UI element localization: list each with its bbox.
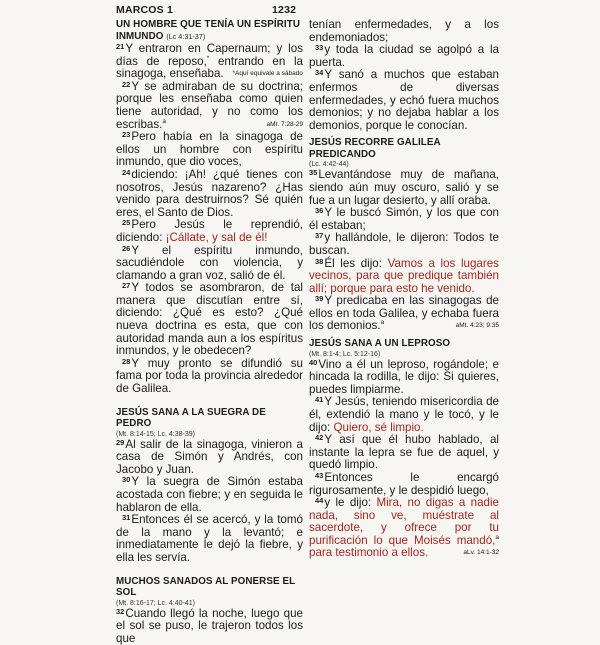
verse-33: $^{33}$y toda la ciudad se agolpó a la puerta. (309, 43, 499, 69)
verse-36: $^{36}$Y le buscó Simón, y los que con él estaban; (309, 206, 499, 232)
verse-35: $^{35}$Levantándose muy de mañana, siendo aún muy oscuro, salió y se fue a un lugar desierto, y allí oraba. (309, 168, 499, 207)
words-of-jesus: para testimonio a ellos. (309, 546, 429, 560)
footnote: *Aquí equivale a sábado (232, 70, 303, 78)
section-heading: JESÚS SANA A LA SUEGRA DE PEDRO (116, 406, 266, 430)
verse-32: $^{32}$Cuando llegó la noche, luego que el sol se puso, le trajeron todos los que (116, 606, 303, 645)
words-of-jesus: Quiero, sé limpio. (333, 420, 424, 434)
verse-40: $^{40}$Vino a él un leproso, rogándole; e hincada la rodilla, le dijo: Si quieres, puedes limpiarme. (309, 357, 499, 396)
parallel-reference: (Mt. 8:1-4; Lc. 5:12-16) (309, 350, 381, 358)
cross-reference: aMt. 4:23; 9:35 (455, 322, 499, 330)
right-column (309, 19, 499, 560)
verse-28: $^{28}$Y muy pronto se difundió su fama por toda la provincia alrededor de Galilea. (116, 356, 303, 396)
page-number: 1232 (272, 4, 297, 16)
running-head (116, 4, 560, 18)
verse-23: $^{23}$Pero había en la sinagoga de ellos un hombre con espíritu inmundo, que dio voces, (116, 130, 303, 169)
verse-38: $^{38}$Él les dijo: Vamos a los lugares vecinos, para que predique también allí; porque para esto he venido. (309, 256, 499, 295)
verse-32-continued: tenían enfermedades, y a los endemoniados; (309, 18, 499, 44)
words-of-jesus: Vamos a los lugares vecinos, para que predique también allí; porque para esto he venido. (309, 256, 499, 295)
section-heading: JESÚS RECORRE GALILEA PREDICANDO (309, 137, 441, 160)
words-of-jesus: Mira, no digas a nadie nada, sino ve, muéstrate al sacerdote, y ofrece por tu purificación lo que Moisés mandó, (309, 496, 499, 547)
verse-44: $^{44}$y le dijo: Mira, no digas a nadie nada, sino ve, muéstrate al sacerdote, y ofrece por tu purificación lo que Moisés mandó,$^a$ para testimonio a ellos. aLv. 14:1-32 (309, 496, 499, 560)
parallel-reference: (Mt. 8:14-15; Lc. 4:38-39) (116, 430, 195, 438)
verse-31: $^{31}$Entonces él se acercó, y la tomó de la mano y la levantó; e inmediatamente le dejó la fiebre, y ella les servía. (116, 513, 303, 564)
verse-39: $^{39}$Y predicaba en las sinagogas de ellos en toda Galilea, y echaba fuera los demonios.$^a$ aMt. 4:23; 9:35 (309, 294, 499, 333)
verse-30: $^{30}$Y la suegra de Simón estaba acostada con fiebre; y en seguida le hablaron de ella. (116, 475, 303, 514)
cross-reference: aMt. 7:28-29 (266, 120, 303, 128)
verse-24: $^{24}$diciendo: ¡Ah! ¿qué tienes con nosotros, Jesús nazareno? ¿Has venido para destruirnos? Sé quién eres, el Santo de Dios. (116, 167, 303, 219)
cross-reference: aLv. 14:1-32 (463, 549, 499, 557)
section-heading: MUCHOS SANADOS AL PONERSE EL SOL (116, 575, 295, 599)
parallel-reference: (Mt. 8:16-17; Lc. 4:40-41) (116, 599, 195, 607)
section-heading: UN HOMBRE QUE TENÍA UN ESPÍRITU INMUNDO (Lc 4:31-37) (116, 19, 300, 42)
verse-27: $^{27}$Y todos se asombraron, de tal manera que discutían entre sí, diciendo: ¿Qué es esto? ¿Qué nueva doctrina es esta, que con autoridad manda aun a los espíritus inmundos, y le obedecen? (116, 281, 303, 358)
verse-42: $^{42}$Y así que él hubo hablado, al instante la lepra se fue de aquel, y quedó limpio. (309, 433, 499, 472)
verse-43: $^{43}$Entonces le encargó rigurosamente, y le despidió luego, (309, 470, 499, 497)
verse-21: $^{21}$Y entraron en Capernaum; y los días de reposo,* entrando en la sinagoga, enseñaba. *Aquí equivale a sábado (116, 42, 303, 81)
parallel-reference: (Lc 4:31-37) (166, 33, 206, 41)
book-chapter-label: MARCOS 1 (116, 4, 174, 16)
verse-29: $^{29}$Al salir de la sinagoga, vinieron a casa de Simón y Andrés, con Jacobo y Juan. (116, 437, 303, 476)
verse-22: $^{22}$Y se admiraban de su doctrina; porque les enseñaba como quien tiene autoridad, y no como los escribas.$^a$ aMt. 7:28-29 (116, 79, 303, 131)
verse-37: $^{37}$y hallándole, le dijeron: Todos te buscan. (309, 231, 499, 257)
verse-26: $^{26}$Y el espíritu inmundo, sacudiéndole con violencia, y clamando a gran voz, salió de él. (116, 243, 303, 282)
left-column (116, 19, 303, 645)
words-of-jesus: ¡Cállate, y sal de él! (165, 230, 268, 244)
verse-34: $^{34}$Y sanó a muchos que estaban enfermos de diversas enfermedades, y echó fuera muchos demonios; y no dejaba hablar a los demonios, porque le conocían. (309, 68, 499, 132)
verse-41: $^{41}$Y Jesús, teniendo misericordia de él, extendió la mano y le tocó, y le dijo: Quiero, sé limpio. (309, 395, 499, 434)
section-heading: JESÚS SANA A UN LEPROSO (309, 338, 451, 350)
verse-25: $^{25}$Pero Jesús le reprendió, diciendo: ¡Cállate, y sal de él! (116, 218, 303, 244)
parallel-reference: (Lc. 4:42-44) (309, 161, 349, 169)
